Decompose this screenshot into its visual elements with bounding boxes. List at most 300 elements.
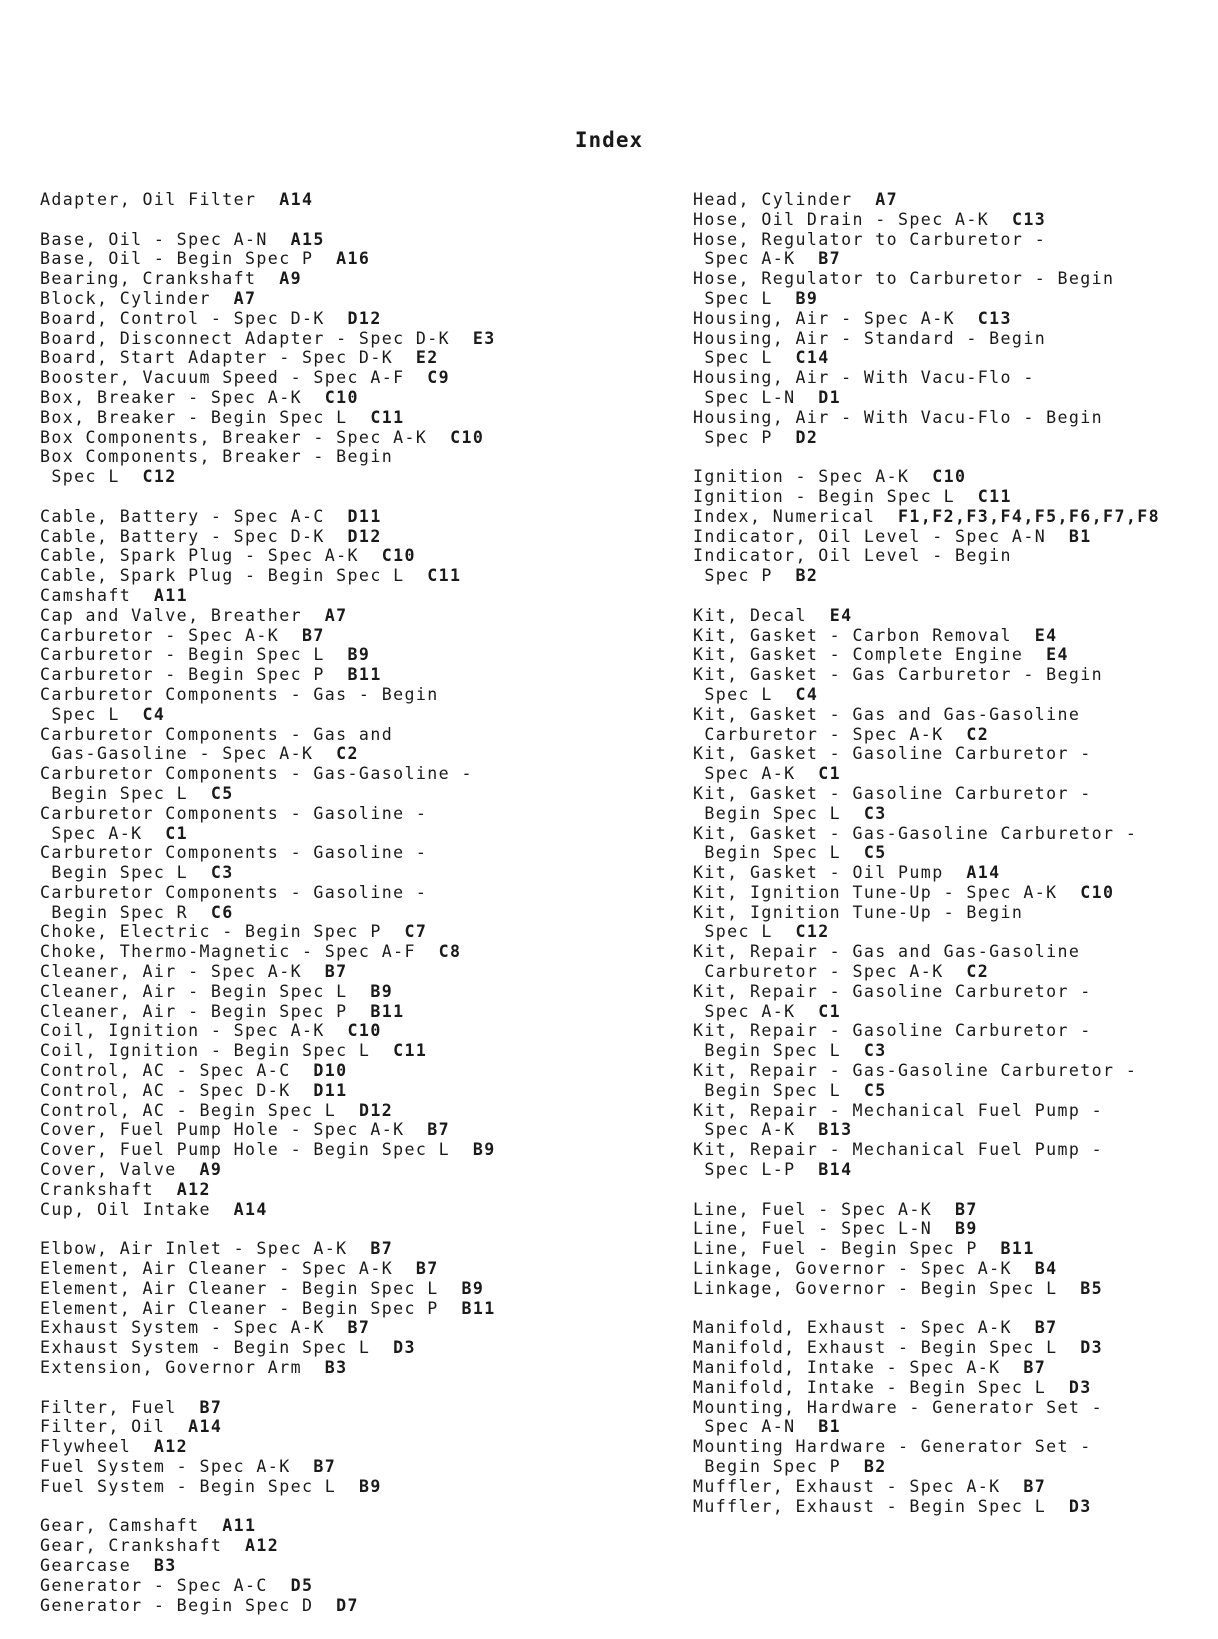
- index-entry-text: Fuel System - Begin Spec L: [40, 1476, 359, 1496]
- index-entry: [40, 843, 600, 863]
- index-entry-text: Cable, Spark Plug - Begin Spec L: [40, 566, 428, 586]
- index-entry-text: Carburetor - Begin Spec P: [40, 665, 348, 685]
- index-entry-text: Kit, Gasket - Gasoline Carburetor -: [693, 744, 1092, 764]
- index-entry: [693, 922, 1218, 942]
- index-entry: [40, 942, 600, 962]
- index-entry: [693, 1378, 1218, 1398]
- index-entry-page-ref: C10: [381, 546, 416, 566]
- index-entry-page-ref: A14: [966, 863, 1001, 883]
- index-entry: [40, 1477, 600, 1497]
- index-entry: [40, 1140, 600, 1160]
- index-entry-text: Element, Air Cleaner - Begin Spec L: [40, 1278, 462, 1298]
- section-gap: [40, 1378, 600, 1398]
- index-entry-text: Spec L: [693, 922, 796, 942]
- index-entry: [693, 725, 1218, 745]
- index-entry: [40, 546, 600, 566]
- index-entry-text: Hose, Oil Drain - Spec A-K: [693, 209, 1012, 229]
- index-entry-page-ref: C12: [795, 922, 830, 942]
- index-entry: [40, 705, 600, 725]
- index-entry-text: Carburetor Components - Gas - Begin: [40, 684, 439, 704]
- index-entry: [40, 447, 600, 467]
- index-entry: [693, 843, 1218, 863]
- index-entry: [40, 804, 600, 824]
- index-entry-page-ref: A9: [279, 269, 302, 289]
- index-entry-page-ref: B11: [1000, 1239, 1035, 1259]
- index-entry: [693, 784, 1218, 804]
- index-entry-text: Base, Oil - Begin Spec P: [40, 249, 337, 269]
- index-entry-text: Box, Breaker - Begin Spec L: [40, 407, 371, 427]
- section-gap: [40, 487, 600, 507]
- index-entry-page-ref: A12: [245, 1536, 280, 1556]
- index-entry-text: Housing, Air - Standard - Begin: [693, 328, 1047, 348]
- index-entry-text: Cover, Fuel Pump Hole - Spec A-K: [40, 1120, 428, 1140]
- index-entry: [693, 1160, 1218, 1180]
- index-entry-text: Kit, Repair - Gas and Gas-Gasoline: [693, 942, 1081, 962]
- index-entry: [40, 190, 600, 210]
- index-entry-page-ref: C3: [863, 1041, 887, 1061]
- index-entry-page-ref: B7: [954, 1199, 978, 1219]
- index-entry-page-ref: B3: [324, 1358, 348, 1378]
- index-entry-text: Housing, Air - With Vacu-Flo - Begin: [693, 407, 1104, 427]
- index-entry-text: Spec L: [693, 684, 796, 704]
- index-entry-text: Camshaft: [40, 585, 154, 605]
- index-entry-page-ref: D3: [1068, 1377, 1092, 1397]
- index-entry-page-ref: C1: [818, 1001, 842, 1021]
- section-gap: [40, 1219, 600, 1239]
- index-entry: [693, 487, 1218, 507]
- index-entry-page-ref: A7: [233, 288, 257, 308]
- index-entry: [693, 824, 1218, 844]
- index-entry-text: Control, AC - Begin Spec L: [40, 1100, 359, 1120]
- index-entry: [40, 1002, 600, 1022]
- index-entry: [40, 645, 600, 665]
- index-entry-page-ref: E3: [472, 328, 496, 348]
- index-entry: [40, 230, 600, 250]
- index-entry: [693, 249, 1218, 269]
- index-entry: [693, 764, 1218, 784]
- index-entry-text: Kit, Decal: [693, 605, 830, 625]
- index-entry: [40, 1041, 600, 1061]
- index-entry: [40, 863, 600, 883]
- index-entry-text: Box, Breaker - Spec A-K: [40, 387, 325, 407]
- index-entry-page-ref: D12: [347, 526, 382, 546]
- index-entry-page-ref: A7: [875, 190, 899, 209]
- index-entry-text: Kit, Repair - Mechanical Fuel Pump -: [693, 1100, 1104, 1120]
- index-entry: [40, 1358, 600, 1378]
- index-entry-text: Choke, Thermo-Magnetic - Spec A-F: [40, 942, 439, 962]
- index-entry-text: Kit, Gasket - Gas Carburetor - Begin: [693, 665, 1104, 685]
- index-entry-page-ref: C3: [210, 863, 234, 883]
- index-entry-page-ref: B9: [795, 288, 819, 308]
- index-entry: [40, 1061, 600, 1081]
- section-gap: [693, 447, 1218, 467]
- index-entry-page-ref: C14: [795, 348, 830, 368]
- index-entry-text: Spec A-K: [693, 1120, 819, 1140]
- index-entry-text: Begin Spec L: [40, 863, 211, 883]
- index-entry: [693, 507, 1218, 527]
- index-entry-text: Board, Disconnect Adapter - Spec D-K: [40, 328, 473, 348]
- index-entry-text: Booster, Vacuum Speed - Spec A-F: [40, 368, 428, 388]
- index-entry: [40, 1576, 600, 1596]
- index-entry-text: Mounting, Hardware - Generator Set -: [693, 1397, 1104, 1417]
- index-entry: [693, 982, 1218, 1002]
- index-entry-text: Carburetor - Spec A-K: [40, 625, 302, 645]
- index-entry-text: Spec L-P: [693, 1160, 819, 1180]
- index-entry: [693, 1061, 1218, 1081]
- index-entry-page-ref: C4: [795, 684, 819, 704]
- index-entry-text: Choke, Electric - Begin Spec P: [40, 922, 405, 942]
- index-entry: [693, 1279, 1218, 1299]
- index-entry: [40, 1299, 600, 1319]
- index-entry: [40, 289, 600, 309]
- index-entry: [693, 1021, 1218, 1041]
- index-entry: [40, 467, 600, 487]
- index-entry-text: Kit, Gasket - Gas-Gasoline Carburetor -: [693, 823, 1138, 843]
- index-entry-text: Linkage, Governor - Spec A-K: [693, 1259, 1035, 1279]
- index-entry-text: Filter, Oil: [40, 1417, 189, 1437]
- index-entry-text: Begin Spec R: [40, 902, 211, 922]
- index-entry: [693, 1497, 1218, 1517]
- index-entry: [40, 1101, 600, 1121]
- index-entry: [40, 982, 600, 1002]
- index-entry-text: Manifold, Intake - Spec A-K: [693, 1358, 1024, 1378]
- index-entry: [40, 606, 600, 626]
- index-entry-page-ref: D3: [1068, 1496, 1092, 1516]
- index-entry-page-ref: D7: [336, 1595, 359, 1615]
- index-entry: [40, 725, 600, 745]
- index-entry: [693, 1417, 1218, 1437]
- index-entry-text: Board, Control - Spec D-K: [40, 308, 348, 328]
- index-entry: [693, 1457, 1218, 1477]
- index-entry-text: Carburetor Components - Gasoline -: [40, 803, 428, 823]
- index-entry-text: Carburetor Components - Gasoline -: [40, 882, 428, 902]
- index-entry-page-ref: C1: [818, 764, 842, 784]
- index-entry: [40, 1536, 600, 1556]
- index-entry-page-ref: B1: [1068, 526, 1092, 546]
- index-entry-text: Kit, Gasket - Carbon Removal: [693, 625, 1035, 645]
- index-entry: [40, 685, 600, 705]
- index-entry-text: Block, Cylinder: [40, 288, 234, 308]
- index-entry: [693, 744, 1218, 764]
- index-entry-text: Cleaner, Air - Spec A-K: [40, 962, 325, 982]
- index-entry-text: Gear, Crankshaft: [40, 1536, 246, 1556]
- index-entry-page-ref: B2: [795, 566, 819, 586]
- index-entry-text: Spec A-K: [693, 1001, 819, 1021]
- index-entry-text: Exhaust System - Spec A-K: [40, 1318, 348, 1338]
- index-entry: [40, 507, 600, 527]
- index-entry: [40, 824, 600, 844]
- index-entry-page-ref: A14: [233, 1199, 268, 1219]
- index-entry: [40, 428, 600, 448]
- index-entry: [40, 408, 600, 428]
- index-entry: [693, 626, 1218, 646]
- index-entry: [40, 962, 600, 982]
- index-entry-text: Hose, Regulator to Carburetor - Begin: [693, 269, 1115, 289]
- index-entry: [40, 922, 600, 942]
- index-entry: [693, 1219, 1218, 1239]
- index-entry-page-ref: D11: [313, 1080, 348, 1100]
- index-entry-text: Ignition - Spec A-K: [693, 467, 933, 487]
- index-entry-page-ref: C11: [977, 486, 1012, 506]
- index-entry-page-ref: B7: [370, 1239, 394, 1259]
- index-entry-text: Cover, Valve: [40, 1160, 200, 1180]
- index-entry-page-ref: B9: [370, 981, 394, 1001]
- index-entry-text: Line, Fuel - Begin Spec P: [693, 1239, 1001, 1259]
- index-entry-text: Cleaner, Air - Begin Spec P: [40, 1001, 371, 1021]
- index-entry-page-ref: B9: [347, 645, 371, 665]
- index-entry: [40, 388, 600, 408]
- index-entry: [40, 1556, 600, 1576]
- index-entry: [693, 1041, 1218, 1061]
- index-entry: [40, 665, 600, 685]
- index-entry-text: Housing, Air - Spec A-K: [693, 308, 978, 328]
- index-entry-text: Kit, Repair - Gasoline Carburetor -: [693, 1021, 1092, 1041]
- index-entry-text: Spec A-K: [693, 764, 819, 784]
- index-entry-text: Housing, Air - With Vacu-Flo -: [693, 368, 1035, 388]
- index-entry: [40, 1398, 600, 1418]
- index-entry: [693, 1081, 1218, 1101]
- index-entry: [40, 764, 600, 784]
- index-entry: [693, 368, 1218, 388]
- index-entry-text: Base, Oil - Spec A-N: [40, 229, 291, 249]
- index-entry-text: Kit, Gasket - Complete Engine: [693, 645, 1047, 665]
- index-entry: [40, 1279, 600, 1299]
- index-entry: [40, 309, 600, 329]
- index-entry-text: Crankshaft: [40, 1179, 177, 1199]
- index-entry-text: Muffler, Exhaust - Begin Spec L: [693, 1496, 1069, 1516]
- index-entry-text: Indicator, Oil Level - Spec A-N: [693, 526, 1069, 546]
- index-entry-text: Extension, Governor Arm: [40, 1358, 325, 1378]
- index-entry-text: Element, Air Cleaner - Spec A-K: [40, 1259, 416, 1279]
- index-entry: [693, 428, 1218, 448]
- index-entry-text: Box Components, Breaker - Spec A-K: [40, 427, 451, 447]
- index-entry-page-ref: B7: [415, 1259, 439, 1279]
- index-entry-text: Elbow, Air Inlet - Spec A-K: [40, 1239, 371, 1259]
- index-entry: [693, 309, 1218, 329]
- index-entry-text: Mounting Hardware - Generator Set -: [693, 1437, 1092, 1457]
- index-entry: [693, 1140, 1218, 1160]
- index-entry-page-ref: C11: [393, 1041, 428, 1061]
- index-entry-page-ref: B7: [199, 1397, 223, 1417]
- index-entry-text: Kit, Repair - Mechanical Fuel Pump -: [693, 1140, 1104, 1160]
- index-entry-text: Spec L: [40, 467, 143, 487]
- index-entry: [40, 269, 600, 289]
- index-entry-page-ref: C11: [427, 566, 462, 586]
- index-entry: [693, 1477, 1218, 1497]
- index-entry-page-ref: C1: [165, 823, 189, 843]
- index-entry-text: Spec L: [693, 288, 796, 308]
- index-entry-text: Ignition - Begin Spec L: [693, 486, 978, 506]
- index-entry: [40, 249, 600, 269]
- index-entry: [693, 527, 1218, 547]
- index-entry-text: Generator - Spec A-C: [40, 1575, 291, 1595]
- index-entry: [693, 348, 1218, 368]
- index-entry-text: Spec A-K: [693, 249, 819, 269]
- index-entry-text: Cup, Oil Intake: [40, 1199, 234, 1219]
- index-entry: [40, 1457, 600, 1477]
- index-entry-page-ref: C10: [347, 1021, 382, 1041]
- index-entry-text: Kit, Gasket - Gas and Gas-Gasoline: [693, 704, 1081, 724]
- index-entry-text: Kit, Repair - Gasoline Carburetor -: [693, 981, 1092, 1001]
- index-entry-page-ref: D12: [358, 1100, 394, 1120]
- index-entry: [693, 1259, 1218, 1279]
- index-entry: [40, 1437, 600, 1457]
- index-entry-page-ref: A12: [176, 1179, 211, 1199]
- index-entry-page-ref: C4: [142, 704, 166, 724]
- index-entry: [693, 962, 1218, 982]
- index-entry-page-ref: B5: [1080, 1278, 1104, 1298]
- index-entry: [693, 230, 1218, 250]
- index-entry: [693, 1120, 1218, 1140]
- section-gap: [40, 210, 600, 230]
- index-entry: [693, 804, 1218, 824]
- index-entry: [693, 190, 1218, 210]
- index-entry: [40, 626, 600, 646]
- index-entry: [693, 665, 1218, 685]
- index-entry: [40, 1338, 600, 1358]
- index-entry-text: Kit, Gasket - Gasoline Carburetor -: [693, 783, 1092, 803]
- index-entry-page-ref: D5: [290, 1575, 314, 1595]
- index-entry-page-ref: B2: [863, 1457, 887, 1476]
- index-entry: [693, 546, 1218, 566]
- index-entry-text: Element, Air Cleaner - Begin Spec P: [40, 1298, 462, 1318]
- index-entry-text: Kit, Repair - Gas-Gasoline Carburetor -: [693, 1061, 1138, 1081]
- index-entry-page-ref: C5: [210, 783, 234, 803]
- index-column-left: [40, 190, 600, 1615]
- index-entry-page-ref: B7: [818, 249, 842, 269]
- index-entry-page-ref: E2: [415, 348, 439, 368]
- index-entry: [693, 1101, 1218, 1121]
- index-entry: [693, 645, 1218, 665]
- index-entry: [693, 903, 1218, 923]
- index-entry-page-ref: C12: [142, 467, 177, 487]
- index-entry: [693, 408, 1218, 428]
- index-entry: [40, 1516, 600, 1536]
- index-entry-page-ref: C5: [863, 843, 887, 863]
- index-entry-page-ref: C13: [977, 308, 1012, 328]
- index-entry-page-ref: C9: [427, 368, 451, 388]
- index-entry-text: Spec L-N: [693, 387, 819, 407]
- index-entry-page-ref: A11: [153, 585, 189, 605]
- index-entry: [40, 883, 600, 903]
- index-entry-text: Carburetor Components - Gas and: [40, 724, 394, 744]
- index-entry: [40, 1239, 600, 1259]
- index-entry-text: Coil, Ignition - Begin Spec L: [40, 1041, 394, 1061]
- index-entry-text: Box Components, Breaker - Begin: [40, 447, 394, 467]
- index-entry: [693, 467, 1218, 487]
- index-entry: [40, 1160, 600, 1180]
- index-entry: [693, 685, 1218, 705]
- index-entry: [40, 1318, 600, 1338]
- section-gap: [693, 586, 1218, 606]
- index-entry: [693, 942, 1218, 962]
- index-entry-page-ref: B9: [954, 1219, 978, 1239]
- index-entry-page-ref: B7: [347, 1318, 371, 1338]
- index-entry: [40, 1180, 600, 1200]
- section-gap: [693, 1180, 1218, 1200]
- index-entry-text: Manifold, Intake - Begin Spec L: [693, 1377, 1069, 1397]
- index-entry: [693, 1338, 1218, 1358]
- index-entry-page-ref: C8: [438, 942, 462, 962]
- index-entry: [693, 1200, 1218, 1220]
- index-entry-text: Spec L: [40, 704, 143, 724]
- index-column-right: [693, 190, 1218, 1516]
- index-entry: [40, 1021, 600, 1041]
- index-entry: [40, 1596, 600, 1616]
- index-entry-page-ref: B7: [427, 1120, 451, 1140]
- index-entry-text: Carburetor Components - Gasoline -: [40, 843, 428, 863]
- index-entry-page-ref: B7: [1034, 1318, 1058, 1338]
- index-entry-text: Fuel System - Spec A-K: [40, 1457, 314, 1476]
- index-entry: [693, 210, 1218, 230]
- index-entry: [40, 1259, 600, 1279]
- index-entry-text: Coil, Ignition - Spec A-K: [40, 1021, 348, 1041]
- index-entry-text: Gear, Camshaft: [40, 1516, 223, 1536]
- index-entry: [40, 1417, 600, 1437]
- index-entry-text: Bearing, Crankshaft: [40, 269, 280, 289]
- index-entry-text: Cleaner, Air - Begin Spec L: [40, 981, 371, 1001]
- index-entry: [693, 269, 1218, 289]
- index-entry-page-ref: C2: [336, 744, 359, 764]
- index-entry-text: Cover, Fuel Pump Hole - Begin Spec L: [40, 1140, 473, 1160]
- index-entry-text: Gas-Gasoline - Spec A-K: [40, 744, 337, 764]
- index-entry-page-ref: C7: [404, 922, 428, 942]
- index-entry: [693, 606, 1218, 626]
- index-entry-text: Cable, Battery - Spec A-C: [40, 506, 348, 526]
- index-entry-page-ref: C2: [966, 962, 990, 982]
- index-entry: [40, 903, 600, 923]
- index-entry-page-ref: A12: [153, 1437, 189, 1457]
- index-entry-text: Kit, Ignition Tune-Up - Begin: [693, 902, 1024, 922]
- index-entry-page-ref: B9: [472, 1140, 496, 1160]
- index-entry-page-ref: A16: [336, 249, 371, 269]
- index-entry-page-ref: C13: [1011, 209, 1047, 229]
- index-entry-text: Head, Cylinder: [693, 190, 876, 209]
- index-entry: [693, 1239, 1218, 1259]
- section-gap: [40, 1497, 600, 1517]
- index-entry-page-ref: E4: [829, 605, 853, 625]
- index-entry-page-ref: D1: [818, 387, 842, 407]
- index-entry: [40, 1200, 600, 1220]
- index-entry-text: Index, Numerical: [693, 506, 899, 526]
- index-entry-text: Begin Spec L: [693, 803, 864, 823]
- index-entry-page-ref: C11: [370, 407, 405, 427]
- index-entry-page-ref: A11: [222, 1516, 257, 1536]
- index-entry-page-ref: C10: [324, 387, 359, 407]
- index-entry-page-ref: C6: [210, 902, 234, 922]
- index-entry-text: Spec P: [693, 427, 796, 447]
- index-entry-page-ref: C3: [863, 803, 887, 823]
- index-entry: [693, 1002, 1218, 1022]
- index-entry: [693, 1318, 1218, 1338]
- index-entry-text: Carburetor - Spec A-K: [693, 724, 967, 744]
- index-entry-page-ref: B7: [1023, 1358, 1047, 1378]
- index-entry: [693, 388, 1218, 408]
- index-entry-text: Linkage, Governor - Begin Spec L: [693, 1278, 1081, 1298]
- index-entry-page-ref: B11: [370, 1001, 405, 1021]
- index-entry-page-ref: A7: [324, 605, 348, 625]
- index-entry-text: Spec P: [693, 566, 796, 586]
- index-entry: [40, 1081, 600, 1101]
- index-entry-page-ref: D10: [313, 1061, 348, 1081]
- index-entry-page-ref: C5: [863, 1080, 887, 1100]
- index-entry-text: Manifold, Exhaust - Begin Spec L: [693, 1338, 1081, 1358]
- index-entry-text: Kit, Gasket - Oil Pump: [693, 863, 967, 883]
- index-entry-page-ref: C10: [450, 427, 485, 447]
- index-entry-text: Control, AC - Spec A-C: [40, 1061, 314, 1081]
- section-gap: [693, 1299, 1218, 1319]
- index-entry-text: Filter, Fuel: [40, 1397, 200, 1417]
